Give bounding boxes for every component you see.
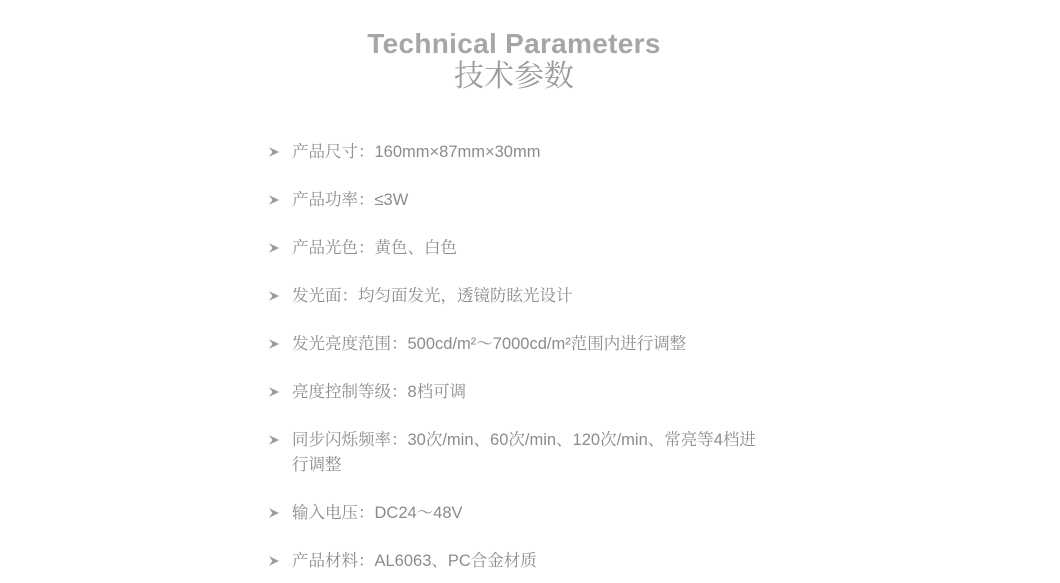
parameter-item-power [268, 188, 1060, 213]
parameter-text: 输入电压：DC24～48V [292, 504, 463, 522]
parameter-item-light-surface [268, 284, 1060, 309]
arrow-bullet-icon [268, 380, 292, 398]
parameter-text: 产品尺寸：160mm×87mm×30mm [292, 143, 541, 161]
parameter-item-brightness-levels [268, 380, 1060, 405]
arrow-bullet-icon [268, 140, 292, 158]
parameter-item-flash-frequency [268, 428, 1060, 478]
parameter-item-input-voltage [268, 501, 1060, 526]
parameter-item-light-color [268, 236, 1060, 261]
page-subtitle: 技术参数 [454, 60, 574, 93]
arrow-bullet-icon [268, 549, 292, 567]
parameter-item-material [268, 549, 1060, 574]
arrow-bullet-icon [268, 501, 292, 519]
arrow-bullet-icon [268, 332, 292, 350]
page-title: Technical Parameters [367, 28, 661, 59]
parameter-text: 产品光色：黄色、白色 [292, 239, 457, 257]
parameter-text: 同步闪烁频率：30次/min、60次/min、120次/min、常亮等4档进行调整 [292, 431, 756, 474]
parameter-text: 亮度控制等级：8档可调 [292, 383, 467, 401]
parameter-list [0, 140, 1060, 574]
parameter-item-brightness-range [268, 332, 1060, 357]
arrow-bullet-icon [268, 188, 292, 206]
parameter-text: 产品功率：≤3W [292, 191, 409, 209]
parameter-item-size [268, 140, 1060, 165]
arrow-bullet-icon [268, 236, 292, 254]
arrow-bullet-icon [268, 284, 292, 302]
parameter-text: 产品材料：AL6063、PC合金材质 [292, 552, 537, 570]
page-header [0, 0, 1044, 94]
parameter-text: 发光面：均匀面发光，透镜防眩光设计 [292, 287, 573, 305]
parameter-text: 发光亮度范围：500cd/m²～7000cd/m²范围内进行调整 [292, 335, 687, 353]
arrow-bullet-icon [268, 428, 292, 446]
